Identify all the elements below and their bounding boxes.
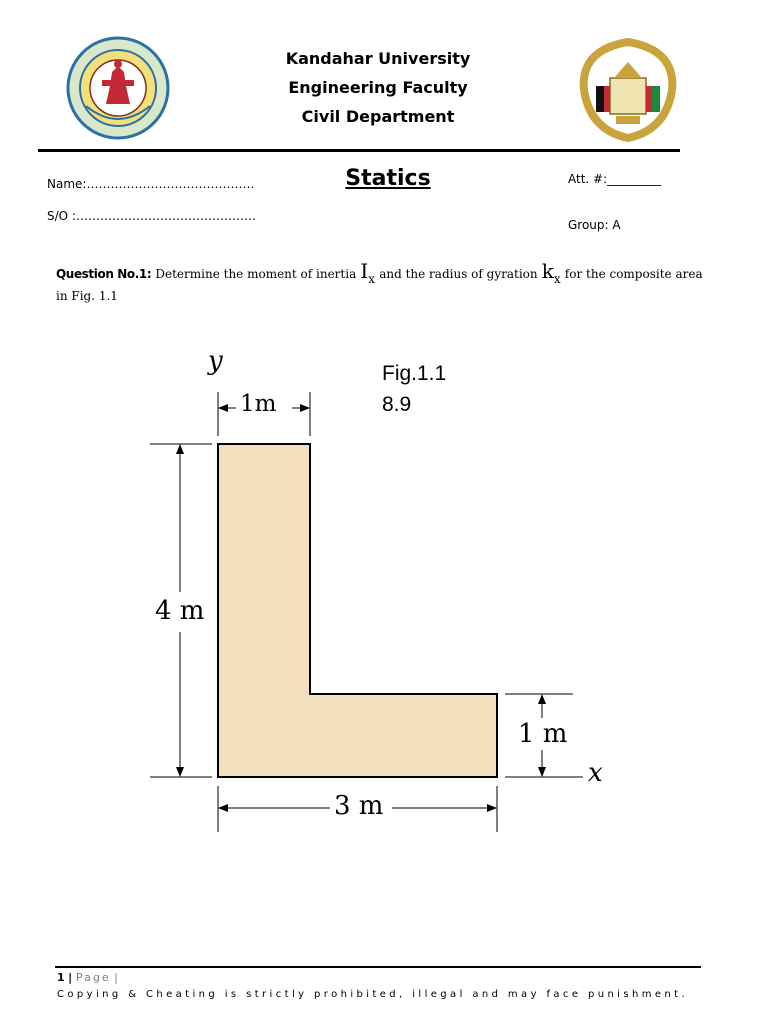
kx-symbol: $k_x$: [541, 259, 561, 286]
header-divider: [38, 149, 680, 152]
figure-caption: Fig.1.1: [382, 362, 447, 385]
faculty-name: Engineering Faculty: [288, 78, 468, 97]
x-axis-label: x: [588, 758, 603, 788]
university-name: Kandahar University: [285, 49, 471, 68]
question-text-part2: and the radius of gyration: [379, 267, 538, 281]
dim-height-label: 4 m: [155, 596, 205, 626]
page-word: Page: [76, 971, 111, 984]
page-number: 1: [57, 971, 65, 984]
question-text: [56, 258, 736, 292]
name-field-label: Name:……………………………………: [47, 177, 255, 191]
attendance-field-label: Att. #:_________: [568, 172, 662, 186]
page-number-row: 1 | Page |: [57, 971, 118, 984]
national-emblem-logo: [570, 30, 686, 146]
so-field-label: S/O :………………………………………: [47, 209, 256, 223]
dim-top-width-label: 1m: [240, 391, 277, 417]
question-number: Question No.1:: [56, 267, 152, 281]
question-text-part1: Determine the moment of inertia: [155, 267, 357, 281]
question-text-line2: in Fig. 1.1: [56, 289, 118, 303]
subject-title: Statics: [345, 166, 431, 191]
l-shape-area: [218, 444, 497, 777]
y-axis-label: y: [208, 346, 223, 376]
department-name: Civil Department: [301, 107, 455, 126]
footer-divider: [55, 966, 701, 968]
figure-number: 8.9: [382, 393, 412, 416]
ix-symbol: $I_x$: [360, 259, 376, 286]
dim-flange-label: 1 m: [518, 719, 568, 749]
university-logo: [66, 36, 170, 140]
question-text-part3: for the composite area: [564, 267, 703, 281]
group-label: Group: A: [568, 218, 621, 232]
footer-notice: Copying & Cheating is strictly prohibited, illegal and may face punishment.: [57, 989, 689, 1000]
dim-bottom-width-label: 3 m: [334, 791, 384, 821]
